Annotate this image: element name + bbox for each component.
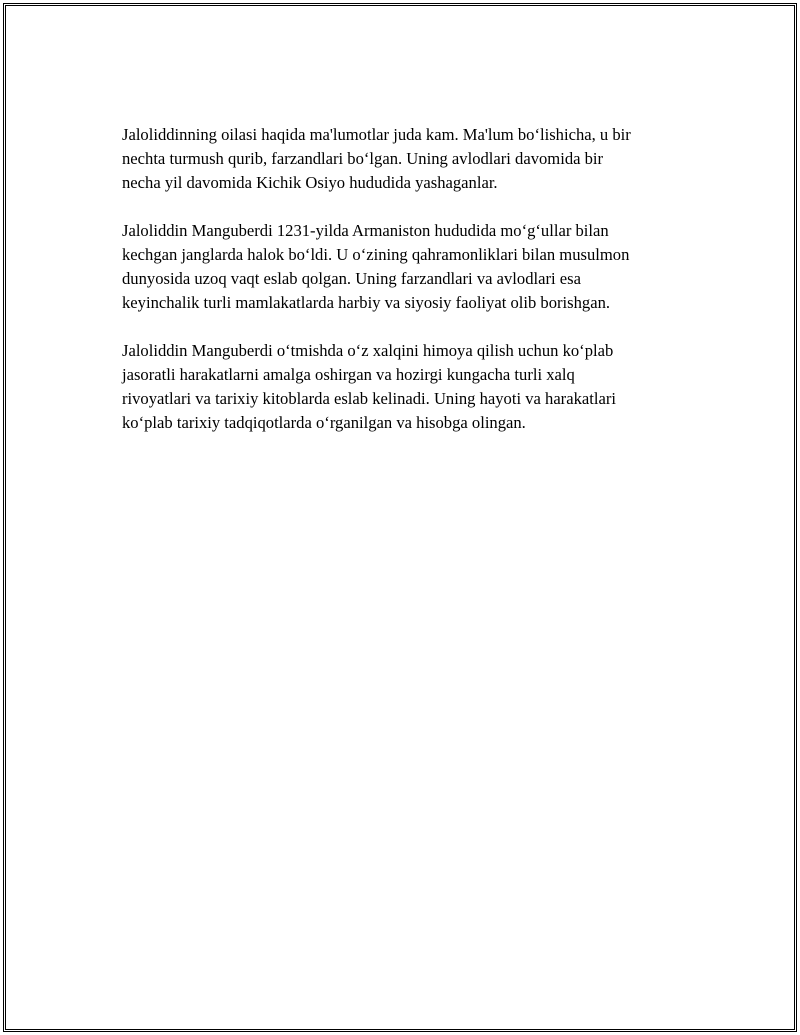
- page-border: [3, 3, 797, 1032]
- paragraph-legacy: Jaloliddin Manguberdi o‘tmishda o‘z xalqini himoya qilish uchun ko‘plab jasoratli harakatlarni amalga oshirgan va hozirgi kungacha turli xalq rivoyatlari va tarixiy kitoblarda eslab kelinadi. Uning hayoti va harakatlari ko‘plab tarixiy tadqiqotlarda o‘rganilgan va hisobga olingan.: [122, 341, 616, 432]
- document-body: [122, 123, 722, 459]
- paragraph-family: Jaloliddinning oilasi haqida ma'lumotlar juda kam. Ma'lum bo‘lishicha, u bir nechta turmush qurib, farzandlari bo‘lgan. Uning avlodlari davomida bir necha yil davomida Kichik Osiyo hududida yashaganlar.: [122, 125, 631, 192]
- paragraph-death: Jaloliddin Manguberdi 1231-yilda Armaniston hududida mo‘g‘ullar bilan kechgan janglarda halok bo‘ldi. U o‘zining qahramonliklari bilan musulmon dunyosida uzoq vaqt eslab qolgan. Uning farzandlari va avlodlari esa keyinchalik turli mamlakatlarda harbiy va siyosiy faoliyat olib borishgan.: [122, 221, 630, 312]
